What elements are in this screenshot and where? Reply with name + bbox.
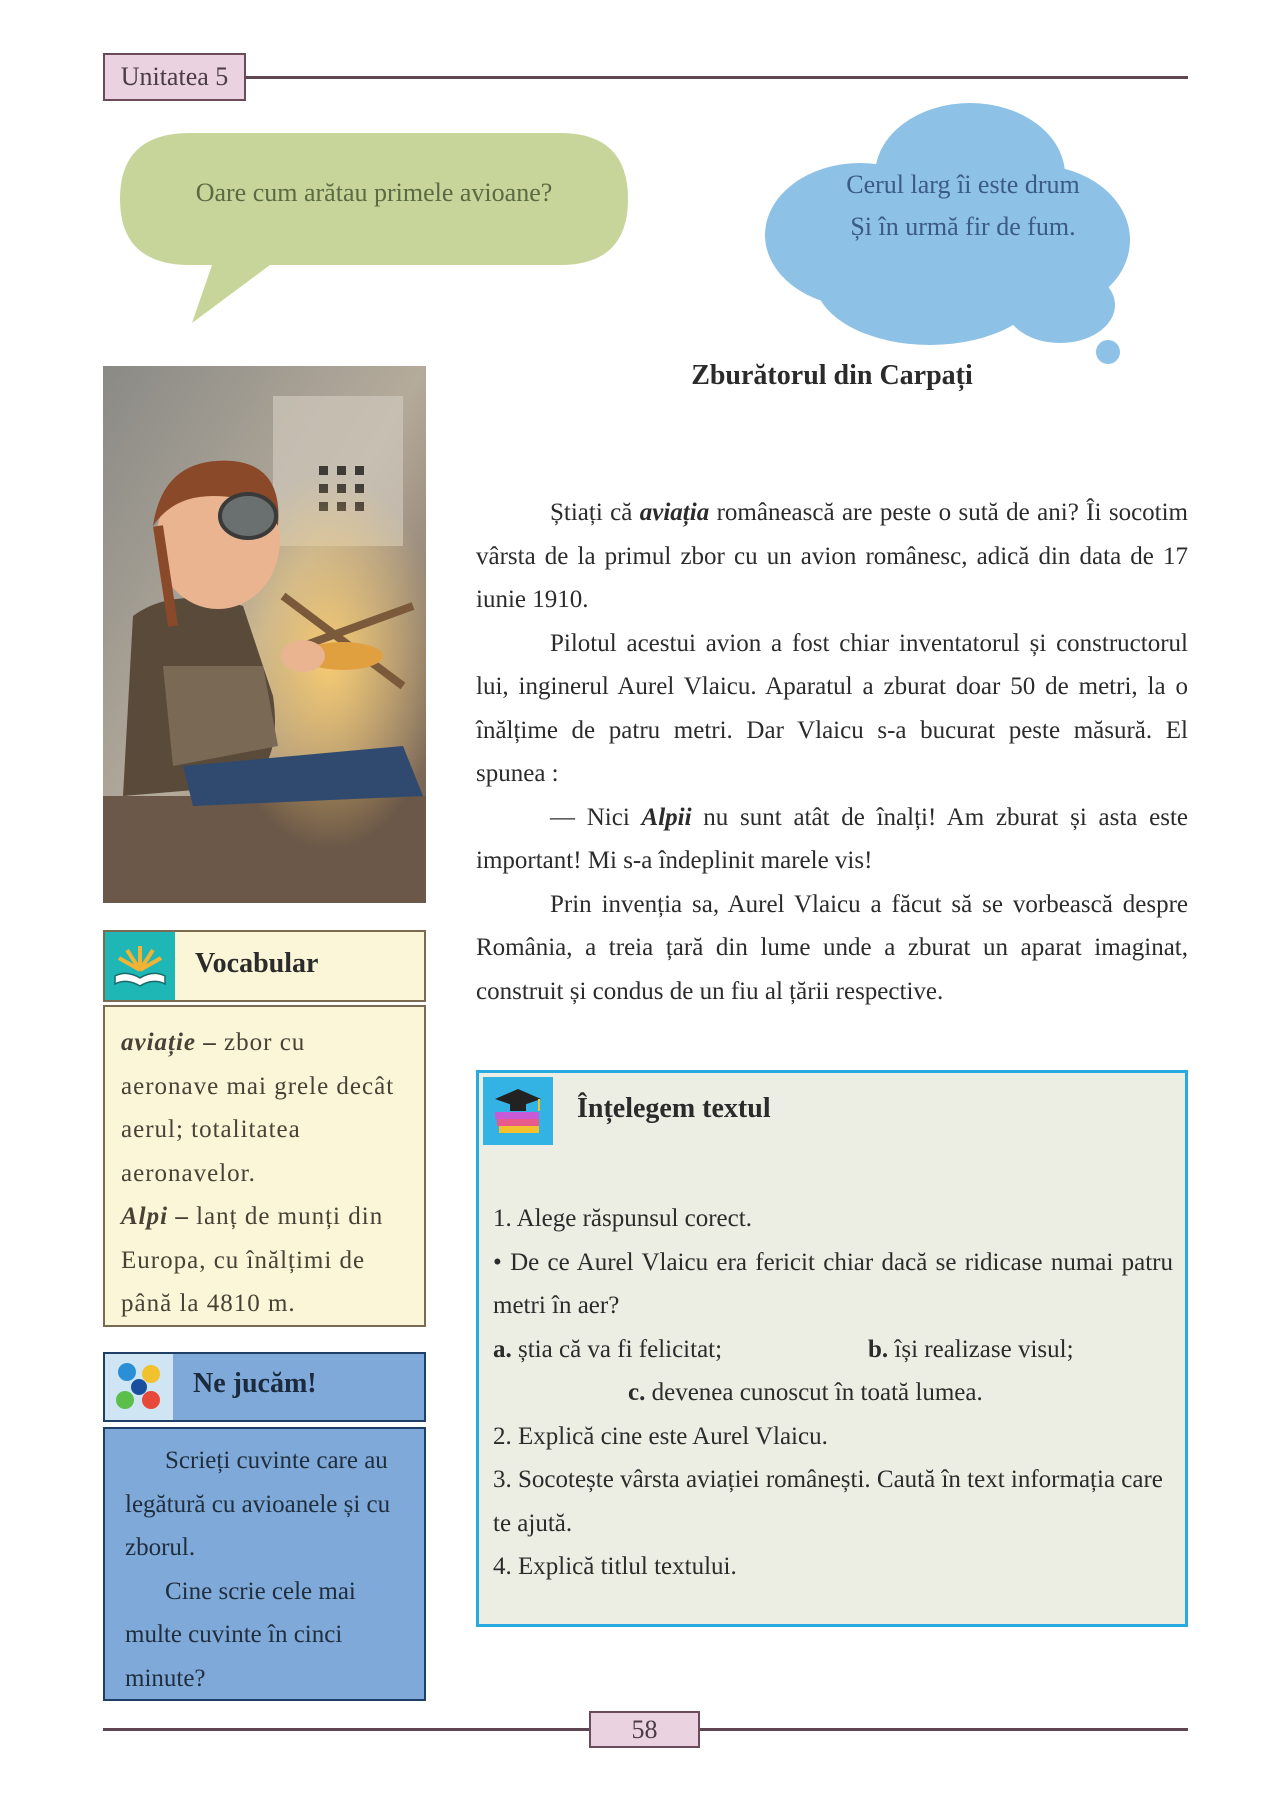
vocab-definition: lanț de munți din Europa, cu înălțimi de până la 4810 m. — [121, 1203, 384, 1317]
unit-label: Unitatea 5 — [103, 53, 246, 101]
comprehension-box — [476, 1070, 1188, 1627]
vocabulary-title: Vocabular — [195, 948, 319, 979]
question-1: 1. Alege răspunsul corect. — [493, 1205, 752, 1232]
speech-bubble-text: Oare cum arătau primele avioane? — [195, 178, 553, 207]
question-4: 4. Explică titlul textului. — [493, 1553, 737, 1580]
thought-bubble-text — [808, 164, 1118, 248]
header-rule — [246, 76, 1188, 79]
vocab-term: Alpi — [121, 1203, 169, 1230]
article-title: Zburătorul din Carpați — [691, 360, 973, 391]
game-body — [103, 1427, 426, 1701]
game-header — [103, 1352, 426, 1422]
vocabulary-header — [103, 930, 426, 1002]
game-paragraph-2: Cine scrie cele mai multe cuvinte în cinci minute? — [125, 1577, 356, 1692]
option-c-letter: c. — [628, 1379, 646, 1406]
answer-options-row — [493, 1328, 1173, 1372]
thought-line-2: Și în urmă fir de fum. — [850, 212, 1076, 241]
article-p1-start: Știați că — [550, 499, 640, 526]
article-p3-start: — Nici — [550, 803, 642, 831]
vocab-dash: – — [168, 1203, 197, 1230]
option-c — [493, 1371, 1173, 1415]
speech-bubble — [120, 133, 628, 323]
article-paragraph-2: Pilotul acestui avion a fost chiar inventatorul și constructorul lui, inginerul Aurel Vlaicu. Aparatul a zburat doar 50 de metri, la o înălțime de patru metri. Dar Vlaicu s-a bucurat peste măsură. El spunea : — [476, 629, 1188, 787]
thought-line-1: Cerul larg îi este drum — [846, 170, 1080, 199]
graduation-books-icon — [483, 1077, 553, 1145]
game-title: Ne jucăm! — [193, 1368, 317, 1399]
article-p1-end: românească are peste o sută de ani? Îi socotim vârsta de la primul zbor cu un avion românesc, adică din data de 17 iunie 1910. — [476, 499, 1188, 613]
footer-rule-right — [700, 1728, 1188, 1731]
question-1-prompt: • De ce Aurel Vlaicu era fericit chiar dacă se ridicase numai patru metri în aer? — [493, 1248, 1173, 1319]
comprehension-title: Înțelegem textul — [577, 1093, 771, 1124]
article-paragraph-4: Prin invenția sa, Aurel Vlaicu a făcut să se vorbească despre România, a treia țară din lume unde a zburat un aparat imaginat, construit și condus de un fiu al țării respective. — [476, 890, 1188, 1005]
vocab-dash: – — [196, 1029, 225, 1056]
option-b-text: își realizase visul; — [888, 1335, 1074, 1363]
option-c-text: devenea cunoscut în toată lumea. — [645, 1379, 983, 1406]
vocabulary-body — [103, 1005, 426, 1327]
hands-icon — [105, 1354, 173, 1420]
game-paragraph-1: Scrieți cuvinte care au legătură cu avioanele și cu zborul. — [125, 1447, 391, 1561]
comprehension-questions — [493, 1197, 1173, 1589]
vocab-term: aviație — [121, 1029, 197, 1056]
article-paragraph-1 — [476, 491, 1188, 622]
article-text — [476, 491, 1188, 1013]
question-2: 2. Explică cine este Aurel Vlaicu. — [493, 1422, 828, 1450]
option-a-text: știa că va fi felicitat; — [511, 1335, 723, 1363]
option-a — [493, 1328, 722, 1372]
vocab-definition: zbor cu aeronave mai grele decât aerul; totalitatea aeronavelor. — [121, 1029, 395, 1187]
article-term-alpii: Alpii — [641, 803, 692, 831]
article-term-aviatia: aviația — [639, 499, 710, 526]
page-number: 58 — [589, 1711, 700, 1748]
child-aviator-photo — [103, 366, 426, 903]
open-book-icon — [105, 932, 175, 1000]
option-a-letter: a. — [493, 1335, 512, 1363]
option-b-letter: b. — [868, 1335, 889, 1363]
question-3: 3. Socotește vârsta aviației românești. Caută în text informația care te ajută. — [493, 1466, 1163, 1537]
option-b — [868, 1328, 1074, 1372]
article-p3-end: nu sunt atât de înalți! Am zburat și asta este important! Mi s-a îndeplinit marele vis! — [476, 803, 1188, 874]
article-paragraph-3 — [476, 796, 1188, 883]
footer-rule-left — [103, 1728, 589, 1731]
